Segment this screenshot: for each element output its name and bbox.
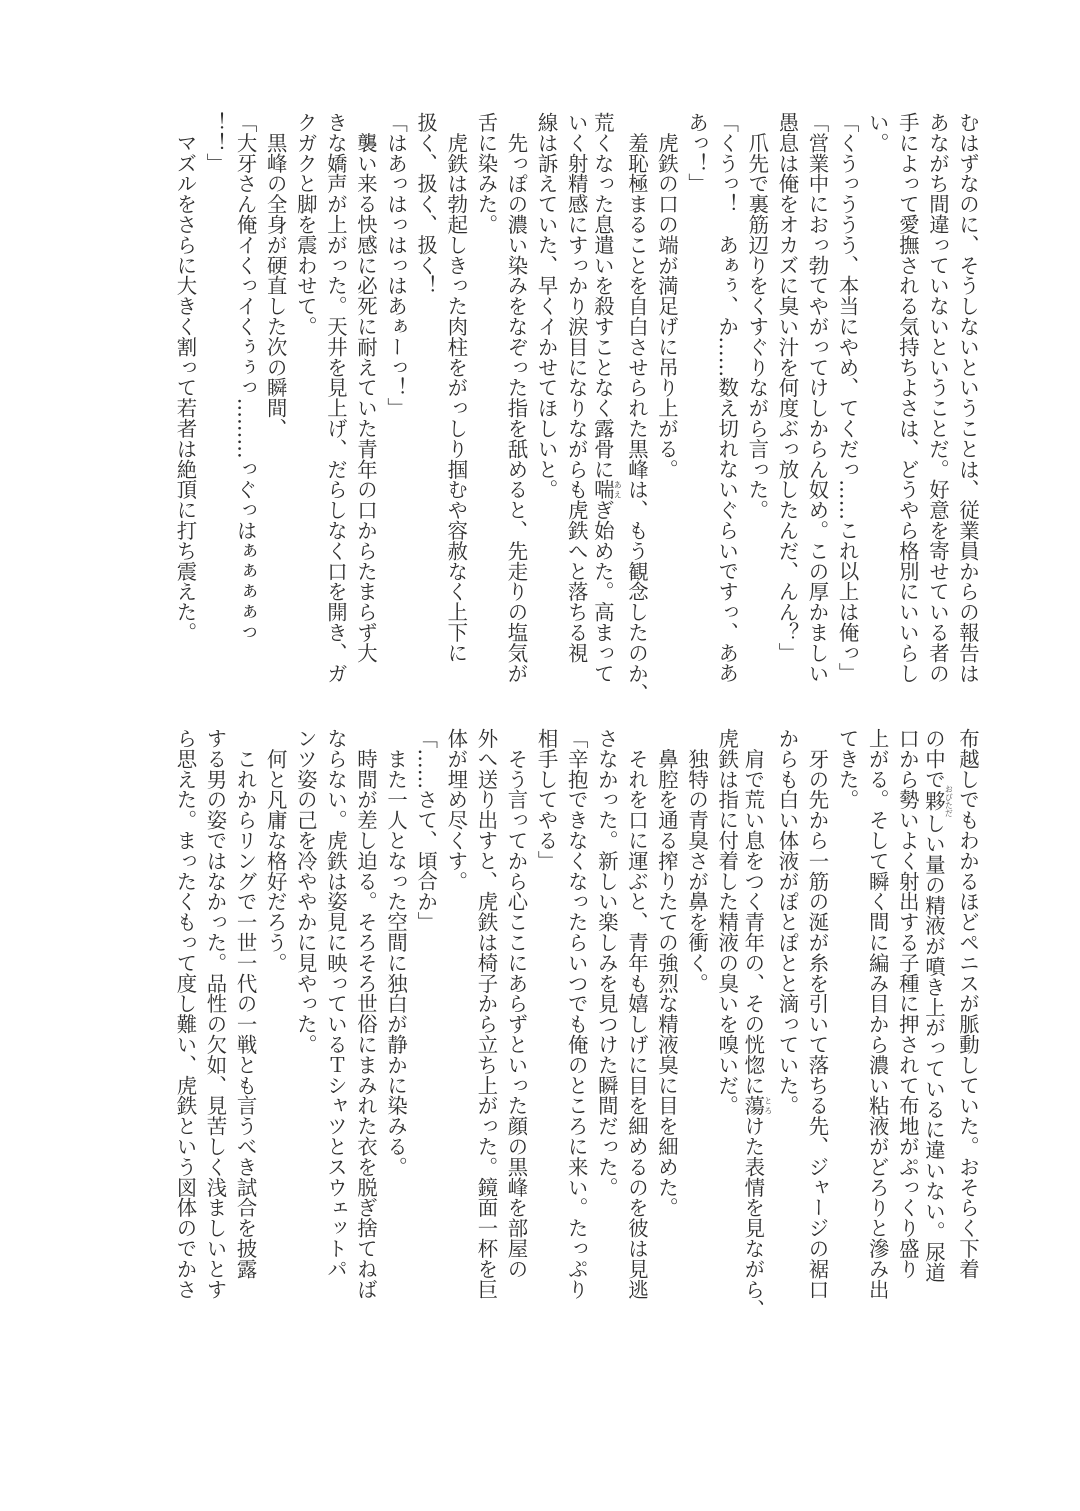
text-column: 舌に染みた。 (474, 112, 499, 235)
text-column: 虎鉄は勃起しきった肉柱をがっしり掴むや容赦なく上下に (444, 112, 469, 663)
text-segment: しい量の精液が噴き上がっているに違いない。尿道 (921, 813, 946, 1283)
ruby-base: 蕩 (741, 1095, 766, 1116)
text-segment: 荒くなった息遣いを殺すことなく露骨に (590, 112, 615, 480)
text-column: 黒峰の全身が硬直した次の瞬間、 (263, 112, 288, 439)
text-column: これからリングで一世一代の一戦とも言うべき試合を披露 (233, 728, 258, 1279)
text-column: 先っぽの濃い染みをなぞった指を舐めると、先走りの塩気が (504, 112, 529, 684)
text-column: 扱く、扱く、扱く！ (414, 112, 439, 296)
text-column: さなかった。新しい楽しみを見つけた瞬間だった。 (594, 728, 619, 1198)
text-column: マズルをさらに大きく割って若者は絶頂に打ち震えた。 (173, 112, 198, 643)
text-column: 羞恥極まることを自白させられた黒峰は、もう観念したのか、 (624, 112, 649, 704)
text-column: てきた。 (835, 728, 860, 810)
ruby-reading: あえ (613, 479, 623, 500)
text-column: 虎鉄の口の端が満足げに吊り上がる。 (655, 112, 679, 480)
text-column: また一人となった空間に独白が静かに染みる。 (384, 728, 409, 1177)
text-column: きな嬌声が上がった。天井を見上げ、だらしなく口を開き、ガ (323, 112, 348, 684)
text-column: 「くうっ！ あぁぅ、か……数え切れないぐらいですっ、ああ (715, 112, 740, 684)
text-column: 牙の先から一筋の涎が糸を引いて落ちる先、ジャージの裾口 (805, 728, 830, 1300)
ruby-base: 喘 (590, 479, 615, 500)
text-column: 布越しでもわかるほどペニスが脈動していた。おそらく下着 (956, 728, 980, 1279)
text-column: あっ！」 (685, 112, 710, 194)
ruby-word (590, 479, 623, 500)
text-column: 鼻腔を通る搾りたての強烈な精液臭に目を細めた。 (655, 728, 679, 1218)
text-column: ンツ姿の己を冷ややかに見やった。 (293, 728, 318, 1055)
text-column (592, 112, 622, 712)
text-column: あながち間違っていないということだ。好意を寄せている者の (925, 112, 950, 684)
text-column: い。 (865, 112, 890, 153)
text-column: ら思えた。まったくもって度し難い、虎鉄という図体のでかさ (173, 728, 198, 1300)
text-column: クガクと脚を震わせて。 (293, 112, 318, 337)
text-column: 「営業中におっ勃てやがってけしからん奴め。この厚かましい (805, 112, 830, 684)
text-column: 「……さて、頃合か」 (414, 728, 439, 932)
text-column: 独特の青臭さが鼻を衝く。 (685, 728, 710, 994)
text-column (742, 728, 772, 1328)
text-column: 上がる。そして瞬く間に編み目から濃い粘液がどろりと滲み出 (865, 728, 890, 1300)
ruby-reading: おびただ (944, 785, 954, 818)
text-column: 体が埋め尽くす。 (444, 728, 469, 892)
text-column: 「くうっううう、本当にやめ、てくだっ……これ以上は俺っ」 (835, 112, 860, 684)
text-column: 爪先で裏筋辺りをくすぐりながら言った。 (745, 112, 770, 520)
text-segment: けた表情を見ながら、 (741, 1115, 766, 1320)
text-column: いく射精感にすっかり涙目になりながらも虎鉄へと落ちる視 (564, 112, 589, 663)
text-column: そう言ってから心ここにあらずといった顔の黒峰を部屋の (504, 728, 529, 1279)
text-segment: ぎ始めた。高まって (590, 499, 615, 684)
text-column: 何と凡庸な格好だろう。 (263, 728, 288, 973)
text-column: する男の姿ではなかった。品性の欠如、見苦しく浅ましいとす (203, 728, 228, 1300)
text-column: 時間が差し迫る。そろそろ世俗にまみれた衣を脱ぎ捨てねば (354, 728, 378, 1300)
text-column: ！！」 (203, 112, 228, 174)
text-column: 虎鉄は指に付着した精液の臭いを嗅いだ。 (715, 728, 740, 1116)
ruby-reading: とろ (763, 1095, 773, 1116)
text-column (923, 728, 953, 1328)
text-column: むはずなのに、そうしないということは、従業員からの報告は (956, 112, 980, 684)
text-column: 愚息は俺をオカズに臭い汁を何度ぶっ放したんだ、んん？」 (775, 112, 800, 663)
text-column: 襲い来る快感に必死に耐えていた青年の口からたまらず大 (354, 112, 378, 663)
text-segment: 肩で荒い息をつく青年の、その恍惚に (741, 728, 766, 1096)
ruby-base: 夥 (921, 785, 946, 818)
text-column: からも白い体液がぽとぽとと滴っていた。 (775, 728, 800, 1116)
text-column: 外へ送り出すと、虎鉄は椅子から立ち上がった。鏡面一杯を巨 (474, 728, 499, 1300)
text-column: ならない。虎鉄は姿見に映っているＴシャツとスウェットパ (323, 728, 348, 1279)
text-column: 口から勢いよく射出する子種に押されて布地がぷっくり盛り (895, 728, 920, 1279)
text-column: 相手してやる」 (534, 728, 559, 871)
ruby-word (921, 785, 954, 818)
ruby-word (741, 1095, 773, 1116)
text-column: 「はあっはっはっはあぁーっ！」 (384, 112, 409, 418)
text-column: 「大牙さん俺イくっイくぅぅっ………っぐっはぁぁぁぁっ (233, 112, 258, 643)
text-column: 線は訴えていた、早くイかせてほしいと。 (534, 112, 559, 500)
text-column: 手によって愛撫される気持ちよさは、どうやら格別にいいらし (895, 112, 920, 684)
text-column: 「辛抱できなくなったらいつでも俺のところに来い。たっぷり (564, 728, 589, 1300)
text-segment: の中で (921, 728, 946, 790)
text-column: それを口に運ぶと、青年も嬉しげに目を細めるのを彼は見逃 (624, 728, 649, 1300)
